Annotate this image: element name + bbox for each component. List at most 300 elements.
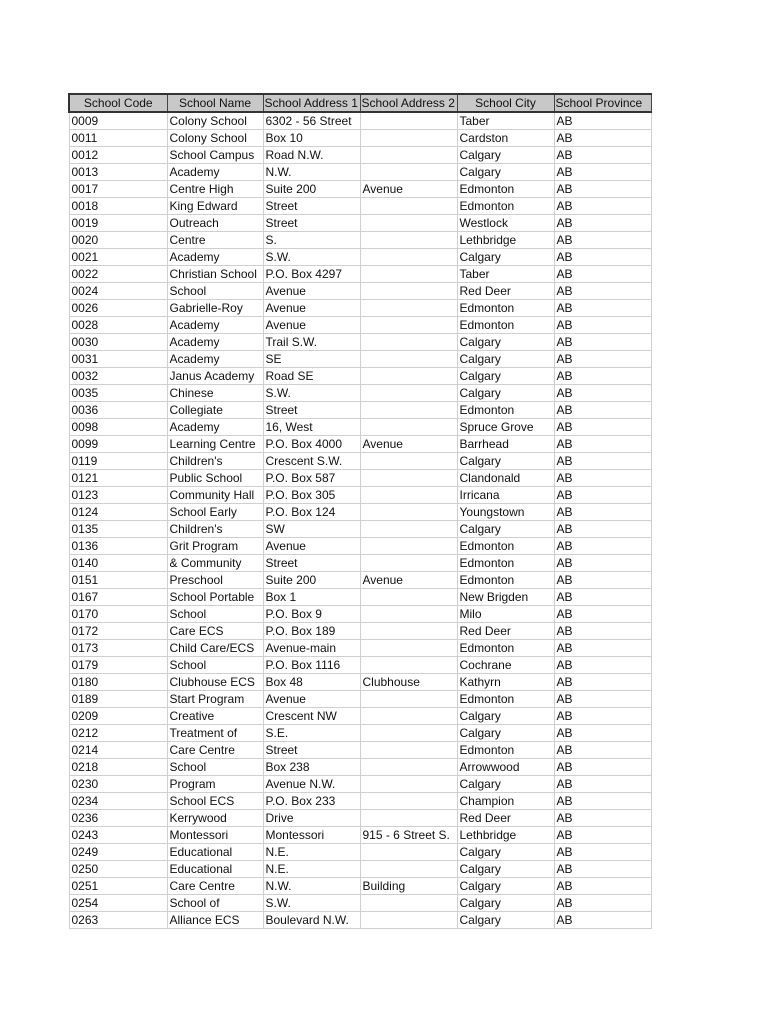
column-header-school-code[interactable]: School Code (69, 94, 167, 112)
school-city-cell[interactable]: Calgary (457, 164, 554, 181)
school-code-cell[interactable]: 0212 (69, 725, 167, 742)
school-address-1-cell[interactable]: Crescent NW (263, 708, 360, 725)
school-name-cell[interactable]: Academy (167, 419, 263, 436)
school-address-1-cell[interactable]: S.E. (263, 725, 360, 742)
school-code-cell[interactable]: 0011 (69, 130, 167, 147)
school-address-2-cell[interactable] (360, 504, 457, 521)
school-address-2-cell[interactable] (360, 487, 457, 504)
school-city-cell[interactable]: Calgary (457, 878, 554, 895)
school-city-cell[interactable]: Red Deer (457, 810, 554, 827)
school-province-cell[interactable]: AB (554, 878, 651, 895)
school-address-2-cell[interactable] (360, 419, 457, 436)
school-address-1-cell[interactable]: Box 10 (263, 130, 360, 147)
school-code-cell[interactable]: 0123 (69, 487, 167, 504)
school-address-2-cell[interactable] (360, 861, 457, 878)
school-city-cell[interactable]: Cochrane (457, 657, 554, 674)
school-province-cell[interactable]: AB (554, 742, 651, 759)
school-address-1-cell[interactable]: P.O. Box 124 (263, 504, 360, 521)
school-address-2-cell[interactable] (360, 742, 457, 759)
school-code-cell[interactable]: 0013 (69, 164, 167, 181)
school-city-cell[interactable]: Edmonton (457, 555, 554, 572)
school-city-cell[interactable]: Milo (457, 606, 554, 623)
school-province-cell[interactable]: AB (554, 334, 651, 351)
school-province-cell[interactable]: AB (554, 657, 651, 674)
school-address-1-cell[interactable]: Montessori (263, 827, 360, 844)
school-address-2-cell[interactable] (360, 283, 457, 300)
school-address-1-cell[interactable]: P.O. Box 189 (263, 623, 360, 640)
school-name-cell[interactable]: School of (167, 895, 263, 912)
table-row (69, 555, 651, 572)
school-province-cell[interactable]: AB (554, 810, 651, 827)
school-name-cell[interactable]: Learning Centre (167, 436, 263, 453)
school-address-2-cell[interactable] (360, 453, 457, 470)
school-city-cell[interactable]: Edmonton (457, 538, 554, 555)
school-name-cell[interactable]: Care Centre (167, 878, 263, 895)
table-row (69, 504, 651, 521)
school-province-cell[interactable]: AB (554, 283, 651, 300)
school-address-1-cell[interactable]: SE (263, 351, 360, 368)
school-city-cell[interactable]: Calgary (457, 351, 554, 368)
school-code-cell[interactable]: 0009 (69, 112, 167, 130)
school-address-2-cell[interactable] (360, 810, 457, 827)
school-name-cell[interactable]: & Community (167, 555, 263, 572)
school-city-cell[interactable]: Calgary (457, 776, 554, 793)
school-address-1-cell[interactable]: Avenue (263, 538, 360, 555)
school-address-1-cell[interactable]: Box 48 (263, 674, 360, 691)
column-header-school-address-1[interactable]: School Address 1 (263, 94, 360, 112)
school-province-cell[interactable]: AB (554, 368, 651, 385)
school-province-cell[interactable]: AB (554, 572, 651, 589)
school-address-2-cell[interactable] (360, 402, 457, 419)
school-province-cell[interactable]: AB (554, 844, 651, 861)
school-address-1-cell[interactable]: P.O. Box 4297 (263, 266, 360, 283)
school-name-cell[interactable]: Children's (167, 453, 263, 470)
school-city-cell[interactable]: Calgary (457, 453, 554, 470)
school-name-cell[interactable]: Child Care/ECS (167, 640, 263, 657)
school-name-cell[interactable]: School (167, 606, 263, 623)
school-name-cell[interactable]: Alliance ECS (167, 912, 263, 929)
school-name-cell[interactable]: Program (167, 776, 263, 793)
school-address-1-cell[interactable]: Road N.W. (263, 147, 360, 164)
school-name-cell[interactable]: School (167, 657, 263, 674)
school-name-cell[interactable]: Colony School (167, 112, 263, 130)
school-code-cell[interactable]: 0243 (69, 827, 167, 844)
school-city-cell[interactable]: Youngstown (457, 504, 554, 521)
school-code-cell[interactable]: 0032 (69, 368, 167, 385)
school-province-cell[interactable]: AB (554, 759, 651, 776)
school-address-1-cell[interactable]: 16, West (263, 419, 360, 436)
school-code-cell[interactable]: 0119 (69, 453, 167, 470)
school-code-cell[interactable]: 0250 (69, 861, 167, 878)
school-name-cell[interactable]: Treatment of (167, 725, 263, 742)
school-city-cell[interactable]: Edmonton (457, 742, 554, 759)
school-code-cell[interactable]: 0036 (69, 402, 167, 419)
school-city-cell[interactable]: Calgary (457, 861, 554, 878)
school-province-cell[interactable]: AB (554, 521, 651, 538)
school-address-1-cell[interactable]: Avenue (263, 691, 360, 708)
school-city-cell[interactable]: Calgary (457, 708, 554, 725)
school-code-cell[interactable]: 0136 (69, 538, 167, 555)
school-name-cell[interactable]: Public School (167, 470, 263, 487)
school-city-cell[interactable]: Calgary (457, 385, 554, 402)
school-city-cell[interactable]: Calgary (457, 334, 554, 351)
school-name-cell[interactable]: School ECS (167, 793, 263, 810)
school-address-1-cell[interactable]: P.O. Box 233 (263, 793, 360, 810)
school-address-2-cell[interactable] (360, 895, 457, 912)
school-name-cell[interactable]: Grit Program (167, 538, 263, 555)
school-code-cell[interactable]: 0021 (69, 249, 167, 266)
school-name-cell[interactable]: Academy (167, 249, 263, 266)
school-address-2-cell[interactable] (360, 538, 457, 555)
school-city-cell[interactable]: New Brigden (457, 589, 554, 606)
school-address-2-cell[interactable]: Avenue (360, 572, 457, 589)
school-address-2-cell[interactable] (360, 691, 457, 708)
school-province-cell[interactable]: AB (554, 470, 651, 487)
school-city-cell[interactable]: Arrowwood (457, 759, 554, 776)
school-province-cell[interactable]: AB (554, 793, 651, 810)
school-name-cell[interactable]: Montessori (167, 827, 263, 844)
school-address-1-cell[interactable]: Street (263, 215, 360, 232)
school-address-1-cell[interactable]: Box 238 (263, 759, 360, 776)
school-name-cell[interactable]: School Campus (167, 147, 263, 164)
school-province-cell[interactable]: AB (554, 487, 651, 504)
school-address-2-cell[interactable] (360, 266, 457, 283)
school-province-cell[interactable]: AB (554, 249, 651, 266)
school-code-cell[interactable]: 0124 (69, 504, 167, 521)
school-province-cell[interactable]: AB (554, 419, 651, 436)
school-address-2-cell[interactable] (360, 708, 457, 725)
column-header-school-address-2[interactable]: School Address 2 (360, 94, 457, 112)
table-row (69, 334, 651, 351)
school-address-1-cell[interactable]: Crescent S.W. (263, 453, 360, 470)
school-address-1-cell[interactable]: N.E. (263, 844, 360, 861)
school-city-cell[interactable]: Taber (457, 266, 554, 283)
table-row (69, 776, 651, 793)
school-name-cell[interactable]: King Edward (167, 198, 263, 215)
school-address-1-cell[interactable]: Street (263, 555, 360, 572)
school-address-2-cell[interactable] (360, 912, 457, 929)
school-city-cell[interactable]: Calgary (457, 844, 554, 861)
school-city-cell[interactable]: Calgary (457, 725, 554, 742)
school-province-cell[interactable]: AB (554, 130, 651, 147)
school-address-1-cell[interactable]: N.W. (263, 164, 360, 181)
school-province-cell[interactable]: AB (554, 266, 651, 283)
school-address-2-cell[interactable] (360, 198, 457, 215)
school-province-cell[interactable]: AB (554, 691, 651, 708)
school-city-cell[interactable]: Edmonton (457, 691, 554, 708)
school-city-cell[interactable]: Calgary (457, 895, 554, 912)
school-address-2-cell[interactable] (360, 351, 457, 368)
school-province-cell[interactable]: AB (554, 198, 651, 215)
school-name-cell[interactable]: Outreach (167, 215, 263, 232)
school-province-cell[interactable]: AB (554, 232, 651, 249)
school-province-cell[interactable]: AB (554, 725, 651, 742)
school-address-2-cell[interactable] (360, 368, 457, 385)
school-address-1-cell[interactable]: Avenue N.W. (263, 776, 360, 793)
school-address-1-cell[interactable]: P.O. Box 587 (263, 470, 360, 487)
school-address-2-cell[interactable] (360, 334, 457, 351)
school-name-cell[interactable]: Gabrielle-Roy (167, 300, 263, 317)
school-name-cell[interactable]: Janus Academy (167, 368, 263, 385)
school-address-1-cell[interactable]: Box 1 (263, 589, 360, 606)
table-row (69, 232, 651, 249)
school-address-1-cell[interactable]: Avenue (263, 317, 360, 334)
school-province-cell[interactable]: AB (554, 436, 651, 453)
school-code-cell[interactable]: 0035 (69, 385, 167, 402)
school-city-cell[interactable]: Calgary (457, 249, 554, 266)
school-name-cell[interactable]: Academy (167, 164, 263, 181)
school-code-cell[interactable]: 0024 (69, 283, 167, 300)
school-code-cell[interactable]: 0189 (69, 691, 167, 708)
school-address-1-cell[interactable]: Suite 200 (263, 181, 360, 198)
school-code-cell[interactable]: 0173 (69, 640, 167, 657)
school-address-2-cell[interactable] (360, 555, 457, 572)
school-address-2-cell[interactable] (360, 385, 457, 402)
school-address-1-cell[interactable]: Avenue (263, 300, 360, 317)
school-address-1-cell[interactable]: Road SE (263, 368, 360, 385)
school-code-cell[interactable]: 0230 (69, 776, 167, 793)
school-city-cell[interactable]: Clandonald (457, 470, 554, 487)
school-code-cell[interactable]: 0234 (69, 793, 167, 810)
school-address-2-cell[interactable] (360, 112, 457, 130)
school-city-cell[interactable]: Kathyrn (457, 674, 554, 691)
school-address-2-cell[interactable] (360, 657, 457, 674)
school-province-cell[interactable]: AB (554, 300, 651, 317)
school-code-cell[interactable]: 0099 (69, 436, 167, 453)
school-name-cell[interactable]: Community Hall (167, 487, 263, 504)
school-name-cell[interactable]: Start Program (167, 691, 263, 708)
school-name-cell[interactable]: School (167, 283, 263, 300)
school-address-2-cell[interactable]: 915 - 6 Street S. (360, 827, 457, 844)
school-address-1-cell[interactable]: Street (263, 198, 360, 215)
school-name-cell[interactable]: School Early (167, 504, 263, 521)
school-address-1-cell[interactable]: Trail S.W. (263, 334, 360, 351)
school-name-cell[interactable]: Centre High (167, 181, 263, 198)
school-province-cell[interactable]: AB (554, 708, 651, 725)
school-code-cell[interactable]: 0167 (69, 589, 167, 606)
school-province-cell[interactable]: AB (554, 589, 651, 606)
school-address-2-cell[interactable]: Avenue (360, 181, 457, 198)
school-code-cell[interactable]: 0140 (69, 555, 167, 572)
school-name-cell[interactable]: Kerrywood (167, 810, 263, 827)
school-province-cell[interactable]: AB (554, 453, 651, 470)
school-address-1-cell[interactable]: P.O. Box 1116 (263, 657, 360, 674)
school-province-cell[interactable]: AB (554, 402, 651, 419)
school-province-cell[interactable]: AB (554, 181, 651, 198)
school-address-1-cell[interactable]: S.W. (263, 385, 360, 402)
school-province-cell[interactable]: AB (554, 164, 651, 181)
school-address-2-cell[interactable] (360, 725, 457, 742)
school-province-cell[interactable]: AB (554, 555, 651, 572)
school-address-2-cell[interactable]: Building (360, 878, 457, 895)
school-address-2-cell[interactable] (360, 623, 457, 640)
school-address-2-cell[interactable] (360, 147, 457, 164)
school-address-2-cell[interactable] (360, 249, 457, 266)
school-name-cell[interactable]: Educational (167, 861, 263, 878)
school-code-cell[interactable]: 0214 (69, 742, 167, 759)
school-address-1-cell[interactable]: Drive (263, 810, 360, 827)
school-address-1-cell[interactable]: SW (263, 521, 360, 538)
school-address-2-cell[interactable] (360, 589, 457, 606)
school-name-cell[interactable]: Academy (167, 351, 263, 368)
school-code-cell[interactable]: 0251 (69, 878, 167, 895)
school-name-cell[interactable]: Colony School (167, 130, 263, 147)
school-code-cell[interactable]: 0209 (69, 708, 167, 725)
school-address-2-cell[interactable] (360, 640, 457, 657)
school-code-cell[interactable]: 0030 (69, 334, 167, 351)
school-name-cell[interactable]: Collegiate (167, 402, 263, 419)
table-row (69, 249, 651, 266)
school-province-cell[interactable]: AB (554, 351, 651, 368)
school-address-1-cell[interactable]: Street (263, 742, 360, 759)
school-province-cell[interactable]: AB (554, 112, 651, 130)
school-code-cell[interactable]: 0031 (69, 351, 167, 368)
school-city-cell[interactable]: Westlock (457, 215, 554, 232)
school-code-cell[interactable]: 0022 (69, 266, 167, 283)
school-city-cell[interactable]: Edmonton (457, 198, 554, 215)
school-address-1-cell[interactable]: Avenue-main (263, 640, 360, 657)
school-city-cell[interactable]: Taber (457, 112, 554, 130)
school-city-cell[interactable]: Spruce Grove (457, 419, 554, 436)
school-city-cell[interactable]: Lethbridge (457, 232, 554, 249)
school-address-2-cell[interactable] (360, 793, 457, 810)
school-code-cell[interactable]: 0263 (69, 912, 167, 929)
school-code-cell[interactable]: 0019 (69, 215, 167, 232)
school-province-cell[interactable]: AB (554, 640, 651, 657)
school-code-cell[interactable]: 0121 (69, 470, 167, 487)
school-name-cell[interactable]: Care Centre (167, 742, 263, 759)
school-code-cell[interactable]: 0151 (69, 572, 167, 589)
school-code-cell[interactable]: 0249 (69, 844, 167, 861)
school-name-cell[interactable]: Chinese (167, 385, 263, 402)
school-province-cell[interactable]: AB (554, 147, 651, 164)
school-city-cell[interactable]: Calgary (457, 368, 554, 385)
school-code-cell[interactable]: 0236 (69, 810, 167, 827)
school-code-cell[interactable]: 0172 (69, 623, 167, 640)
school-province-cell[interactable]: AB (554, 674, 651, 691)
column-header-school-city[interactable]: School City (457, 94, 554, 112)
school-name-cell[interactable]: Centre (167, 232, 263, 249)
school-city-cell[interactable]: Calgary (457, 147, 554, 164)
school-code-cell[interactable]: 0218 (69, 759, 167, 776)
school-city-cell[interactable]: Edmonton (457, 572, 554, 589)
school-code-cell[interactable]: 0098 (69, 419, 167, 436)
school-province-cell[interactable]: AB (554, 623, 651, 640)
school-province-cell[interactable]: AB (554, 215, 651, 232)
school-name-cell[interactable]: School Portable (167, 589, 263, 606)
school-province-cell[interactable]: AB (554, 385, 651, 402)
school-code-cell[interactable]: 0020 (69, 232, 167, 249)
school-city-cell[interactable]: Red Deer (457, 283, 554, 300)
school-city-cell[interactable]: Lethbridge (457, 827, 554, 844)
school-city-cell[interactable]: Edmonton (457, 402, 554, 419)
school-address-1-cell[interactable]: S. (263, 232, 360, 249)
school-address-1-cell[interactable]: S.W. (263, 895, 360, 912)
school-name-cell[interactable]: School (167, 759, 263, 776)
school-code-cell[interactable]: 0180 (69, 674, 167, 691)
school-address-2-cell[interactable]: Clubhouse (360, 674, 457, 691)
school-address-2-cell[interactable] (360, 300, 457, 317)
school-city-cell[interactable]: Red Deer (457, 623, 554, 640)
school-address-2-cell[interactable] (360, 606, 457, 623)
school-address-1-cell[interactable]: P.O. Box 9 (263, 606, 360, 623)
school-address-1-cell[interactable]: Suite 200 (263, 572, 360, 589)
school-province-cell[interactable]: AB (554, 776, 651, 793)
school-address-2-cell[interactable] (360, 232, 457, 249)
school-province-cell[interactable]: AB (554, 538, 651, 555)
school-address-1-cell[interactable]: S.W. (263, 249, 360, 266)
school-city-cell[interactable]: Cardston (457, 130, 554, 147)
school-address-2-cell[interactable] (360, 317, 457, 334)
school-city-cell[interactable]: Calgary (457, 521, 554, 538)
school-address-2-cell[interactable] (360, 470, 457, 487)
column-header-school-name[interactable]: School Name (167, 94, 263, 112)
school-city-cell[interactable]: Edmonton (457, 317, 554, 334)
school-address-2-cell[interactable] (360, 844, 457, 861)
school-address-2-cell[interactable] (360, 759, 457, 776)
school-city-cell[interactable]: Champion (457, 793, 554, 810)
school-code-cell[interactable]: 0018 (69, 198, 167, 215)
school-code-cell[interactable]: 0012 (69, 147, 167, 164)
school-code-cell[interactable]: 0028 (69, 317, 167, 334)
school-name-cell[interactable]: Preschool (167, 572, 263, 589)
school-code-cell[interactable]: 0026 (69, 300, 167, 317)
school-name-cell[interactable]: Academy (167, 334, 263, 351)
school-address-2-cell[interactable] (360, 215, 457, 232)
column-header-school-province[interactable]: School Province (554, 94, 651, 112)
school-province-cell[interactable]: AB (554, 861, 651, 878)
school-city-cell[interactable]: Calgary (457, 912, 554, 929)
school-province-cell[interactable]: AB (554, 606, 651, 623)
school-province-cell[interactable]: AB (554, 504, 651, 521)
school-address-1-cell[interactable]: P.O. Box 305 (263, 487, 360, 504)
school-address-1-cell[interactable]: N.W. (263, 878, 360, 895)
school-name-cell[interactable]: Children's (167, 521, 263, 538)
school-province-cell[interactable]: AB (554, 912, 651, 929)
school-province-cell[interactable]: AB (554, 827, 651, 844)
school-code-cell[interactable]: 0135 (69, 521, 167, 538)
school-address-1-cell[interactable]: Boulevard N.W. (263, 912, 360, 929)
school-name-cell[interactable]: Academy (167, 317, 263, 334)
school-code-cell[interactable]: 0179 (69, 657, 167, 674)
school-code-cell[interactable]: 0017 (69, 181, 167, 198)
school-address-1-cell[interactable]: Street (263, 402, 360, 419)
school-address-2-cell[interactable] (360, 164, 457, 181)
school-province-cell[interactable]: AB (554, 895, 651, 912)
school-city-cell[interactable]: Irricana (457, 487, 554, 504)
school-address-1-cell[interactable]: Avenue (263, 283, 360, 300)
school-name-cell[interactable]: Educational (167, 844, 263, 861)
school-address-2-cell[interactable]: Avenue (360, 436, 457, 453)
school-city-cell[interactable]: Edmonton (457, 300, 554, 317)
school-address-2-cell[interactable] (360, 521, 457, 538)
school-city-cell[interactable]: Edmonton (457, 640, 554, 657)
school-address-1-cell[interactable]: P.O. Box 4000 (263, 436, 360, 453)
school-province-cell[interactable]: AB (554, 317, 651, 334)
school-name-cell[interactable]: Clubhouse ECS (167, 674, 263, 691)
school-address-1-cell[interactable]: 6302 - 56 Street (263, 112, 360, 130)
school-code-cell[interactable]: 0254 (69, 895, 167, 912)
school-address-2-cell[interactable] (360, 130, 457, 147)
school-name-cell[interactable]: Care ECS (167, 623, 263, 640)
school-city-cell[interactable]: Barrhead (457, 436, 554, 453)
school-city-cell[interactable]: Edmonton (457, 181, 554, 198)
school-name-cell[interactable]: Christian School (167, 266, 263, 283)
school-name-cell[interactable]: Creative (167, 708, 263, 725)
school-address-2-cell[interactable] (360, 776, 457, 793)
school-code-cell[interactable]: 0170 (69, 606, 167, 623)
school-address-1-cell[interactable]: N.E. (263, 861, 360, 878)
